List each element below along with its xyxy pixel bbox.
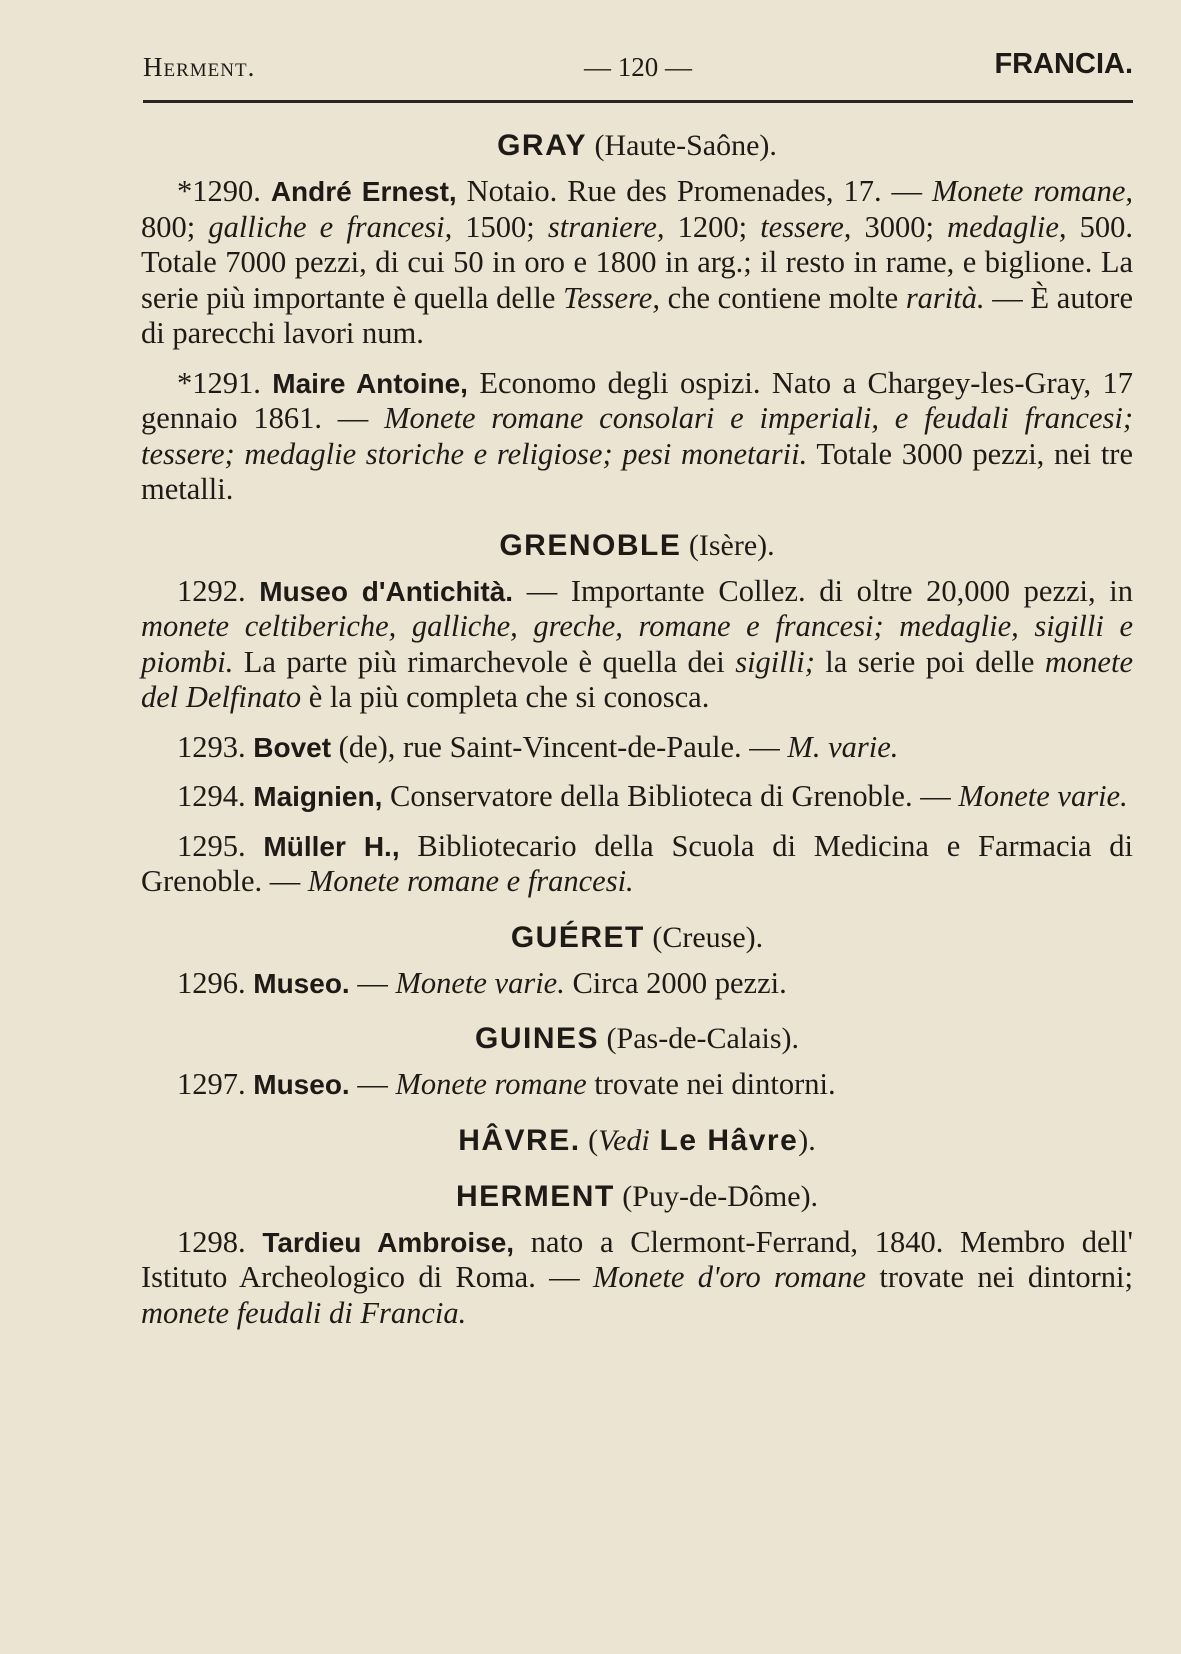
entry-text: trovate nei dintorni. xyxy=(586,1067,836,1101)
entry-1290 xyxy=(141,174,1133,352)
entry-1296 xyxy=(141,966,1133,1002)
collector-name: André Ernest, xyxy=(270,176,457,207)
page-number: — 120 — xyxy=(584,52,692,82)
entry-1291 xyxy=(141,366,1133,508)
entry-1295 xyxy=(141,829,1133,900)
entry-text: 1500; xyxy=(452,209,548,244)
entry-text: — È autore di parecchi lavori num. xyxy=(141,280,1134,350)
collector-name: Museo. xyxy=(253,1069,350,1100)
entry-text: 3000; xyxy=(851,209,948,244)
entry-text: Bibliotecario della Scuola di Medicina e Farmacia di Grenoble. — xyxy=(141,828,1134,898)
collector-name: Maignien, xyxy=(253,781,383,812)
city-region: (Pas-de-Calais). xyxy=(606,1022,799,1055)
city-name: GRAY xyxy=(497,129,587,162)
page-body xyxy=(141,128,1133,1331)
entry-italic: galliche e francesi, xyxy=(208,209,453,244)
entry-text: trovate nei dintorni; xyxy=(866,1260,1133,1294)
entry-number: 1298. xyxy=(177,1224,246,1259)
entry-text: 1200; xyxy=(664,209,761,244)
entry-text: La parte più rimarchevole è quella dei xyxy=(233,644,736,679)
running-head xyxy=(143,44,1133,103)
cross-ref-vedi: Vedi xyxy=(598,1123,650,1157)
entry-italic: Monete romane, xyxy=(931,174,1134,208)
entry-text: — xyxy=(349,965,396,1000)
city-heading-grenoble xyxy=(141,528,1133,564)
city-heading-gueret xyxy=(141,920,1133,956)
entry-number: 1297. xyxy=(177,1067,246,1101)
entry-number: 1293. xyxy=(177,729,246,764)
entry-italic: M. varie. xyxy=(787,729,899,764)
entry-italic: Monete romane e francesi. xyxy=(307,864,634,898)
entry-text: la serie poi delle xyxy=(814,644,1045,679)
cross-ref-target: Le Hâvre xyxy=(649,1123,799,1157)
entry-number: *1291. xyxy=(177,365,261,400)
city-region: (Puy-de-Dôme). xyxy=(622,1179,819,1213)
collector-name: Tardieu Ambroise, xyxy=(262,1226,515,1258)
entry-number: 1295. xyxy=(177,828,246,863)
city-heading-gray xyxy=(141,128,1133,164)
entry-1293 xyxy=(141,730,1133,766)
entry-italic: tessere, xyxy=(760,209,852,244)
city-region: (Isère). xyxy=(688,528,775,562)
entry-text: Circa 2000 pezzi. xyxy=(564,965,787,1000)
entry-italic: monete celtiberiche, galliche, greche, romane e francesi; medaglie, sigilli e piombi. xyxy=(141,609,1133,679)
header-right: FRANCIA. xyxy=(994,48,1133,80)
entry-italic: Monete romane xyxy=(395,1067,587,1101)
entry-text: che contiene molte xyxy=(659,280,906,315)
entry-italic: Monete varie. xyxy=(395,965,565,1000)
entry-number: 1292. xyxy=(177,573,246,608)
entry-number: 1294. xyxy=(177,779,246,813)
entry-text: nato a Clermont-Ferrand, 1840. Membro dell' Istituto Archeologico di Roma. — xyxy=(141,1224,1133,1294)
city-heading-herment xyxy=(141,1179,1133,1215)
entry-text: 500. Totale 7000 pezzi, di cui 50 in oro e 1800 in arg.; il resto in rame, e biglione. La serie più importante è quella delle xyxy=(141,209,1133,315)
entry-number: 1296. xyxy=(177,965,246,1000)
entry-text: Economo degli ospizi. Nato a Chargey-les-Gray, 17 gennaio 1861. — xyxy=(141,365,1134,435)
entry-text: Conservatore della Biblioteca di Grenoble. — xyxy=(382,779,959,813)
entry-italic: medaglie, xyxy=(947,209,1067,244)
entry-text: Notaio. Rue des Promenades, 17. — xyxy=(456,174,932,208)
entry-1292 xyxy=(141,574,1133,716)
city-heading-havre xyxy=(141,1123,1133,1159)
city-name: GUÉRET xyxy=(510,920,645,954)
entry-text: Totale 3000 pezzi, nei tre metalli. xyxy=(141,436,1134,506)
city-name: GUINES xyxy=(475,1022,600,1055)
city-name: HERMENT xyxy=(455,1179,615,1213)
entry-italic: monete feudali di Francia. xyxy=(141,1295,467,1330)
city-name: GRENOBLE xyxy=(499,528,682,562)
entry-1298 xyxy=(141,1225,1133,1332)
entry-italic: Tessere, xyxy=(563,280,660,315)
entry-number: *1290. xyxy=(177,174,261,208)
entry-italic: Monete varie. xyxy=(958,779,1128,813)
entry-italic: monete del Delfinato xyxy=(141,644,1133,714)
entry-text: — xyxy=(349,1067,396,1101)
header-left: Herment. xyxy=(143,52,256,82)
entry-text: — Importante Collez. di oltre 20,000 pezzi, in xyxy=(513,573,1134,608)
entry-text: è la più completa che si conosca. xyxy=(301,680,710,714)
entry-text: 800; xyxy=(141,209,209,244)
city-name: HÂVRE. xyxy=(458,1123,581,1157)
city-region: (Haute-Saône). xyxy=(594,129,777,162)
collector-name: Museo d'Antichità. xyxy=(259,575,514,607)
entry-italic: Monete romane consolari e imperiali, e feudali francesi; tessere; medaglie storiche e religiose; pesi monetarii. xyxy=(141,401,1133,471)
entry-italic: rarità. xyxy=(905,280,985,315)
city-region: (Creuse). xyxy=(652,920,764,954)
entry-1294 xyxy=(141,779,1133,815)
collector-name: Bovet xyxy=(253,731,332,763)
entry-italic: sigilli; xyxy=(735,644,815,679)
cross-ref-close: ). xyxy=(798,1123,816,1157)
entry-text: (de), rue Saint-Vincent-de-Paule. — xyxy=(331,729,788,764)
city-heading-guines xyxy=(141,1021,1133,1057)
cross-ref-open: ( xyxy=(580,1123,599,1157)
entry-1297 xyxy=(141,1067,1133,1103)
collector-name: Maire Antoine, xyxy=(272,367,468,399)
collector-name: Museo. xyxy=(253,967,350,999)
entry-italic: Monete d'oro romane xyxy=(592,1260,867,1294)
collector-name: Müller H., xyxy=(263,830,400,862)
entry-italic: straniere, xyxy=(547,209,665,244)
